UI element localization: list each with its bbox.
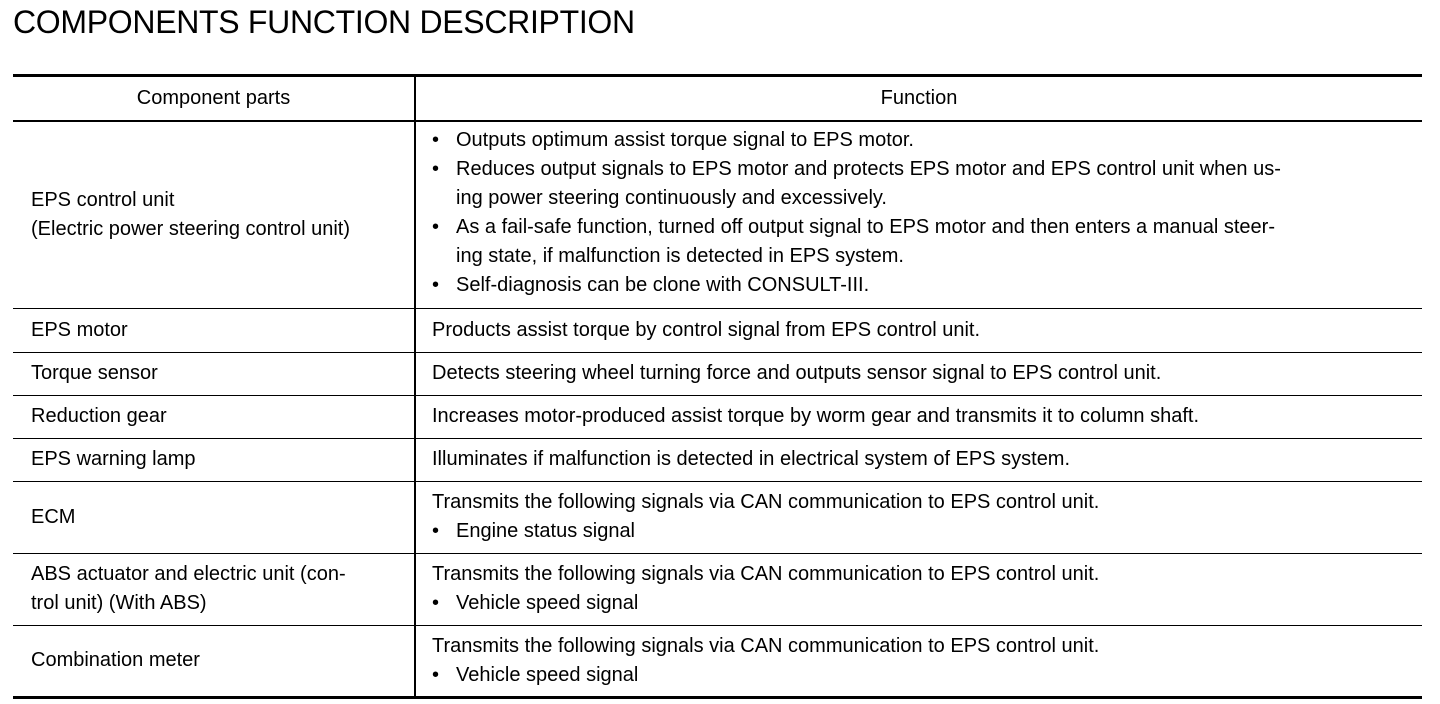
table-row — [13, 395, 1422, 438]
component-part-cell — [13, 352, 415, 395]
bullet-text-line: As a fail-safe function, turned off output signal to EPS motor and then enters a manual steer- — [456, 216, 1275, 239]
bullet-item — [432, 589, 1414, 618]
component-part-cell — [13, 625, 415, 697]
function-cell — [415, 481, 1422, 553]
bullet-item — [432, 213, 1414, 271]
component-part-cell — [13, 395, 415, 438]
component-part-text: Reduction gear — [31, 405, 167, 427]
function-cell — [415, 553, 1422, 625]
bullet-text — [456, 661, 1414, 690]
component-part-text: EPS motor — [31, 318, 128, 341]
function-text: Increases motor-produced assist torque by worm gear and transmits it to column shaft. — [432, 405, 1200, 427]
bullet-text — [456, 517, 1414, 546]
bullet-icon: • — [432, 663, 440, 686]
function-text: Products assist torque by control signal from EPS control unit. — [432, 318, 981, 341]
component-part-text: trol unit) (With ABS) — [31, 592, 207, 614]
bullet-text-line: ing state, if malfunction is detected in EPS system. — [456, 245, 904, 268]
bullet-text — [456, 589, 1414, 618]
function-text: Transmits the following signals via CAN communication to EPS control unit. — [432, 634, 1100, 657]
function-text: Transmits the following signals via CAN communication to EPS control unit. — [432, 563, 1100, 585]
function-cell — [415, 438, 1422, 481]
bullet-text-line: Reduces output signals to EPS motor and protects EPS motor and EPS control unit when us- — [456, 158, 1281, 181]
function-cell — [415, 121, 1422, 308]
bullet-text-line: Vehicle speed signal — [456, 592, 639, 614]
bullet-item — [432, 155, 1414, 213]
bullet-icon: • — [432, 274, 440, 297]
table-row — [13, 438, 1422, 481]
table-body — [13, 121, 1422, 697]
bullet-text-line: Self-diagnosis can be clone with CONSULT-III. — [456, 274, 870, 297]
bullet-text — [456, 213, 1414, 271]
bullet-icon: • — [432, 520, 440, 542]
bullet-icon: • — [432, 158, 440, 181]
bullet-text — [456, 126, 1414, 155]
bullet-text-line: Vehicle speed signal — [456, 663, 639, 686]
header-component-parts: Component parts — [13, 76, 415, 122]
function-cell — [415, 625, 1422, 697]
header-function: Function — [415, 76, 1422, 122]
table-header-row — [13, 76, 1422, 122]
table-row — [13, 553, 1422, 625]
component-part-cell — [13, 438, 415, 481]
function-text: Transmits the following signals via CAN communication to EPS control unit. — [432, 491, 1100, 513]
function-text: Detects steering wheel turning force and outputs sensor signal to EPS control unit. — [432, 362, 1162, 384]
bullet-text-line: Outputs optimum assist torque signal to EPS motor. — [456, 129, 914, 152]
component-part-cell — [13, 553, 415, 625]
component-part-text: (Electric power steering control unit) — [31, 217, 351, 240]
components-table — [13, 74, 1422, 699]
bullet-text-line: ing power steering continuously and excessively. — [456, 187, 887, 210]
table-row — [13, 352, 1422, 395]
bullet-item — [432, 271, 1414, 300]
bullet-item — [432, 126, 1414, 155]
component-part-cell — [13, 308, 415, 352]
bullet-text-line: Engine status signal — [456, 520, 636, 542]
component-part-text: Combination meter — [31, 649, 200, 671]
component-part-cell — [13, 121, 415, 308]
bullet-text — [456, 271, 1414, 300]
component-part-text: Torque sensor — [31, 362, 158, 384]
table-row — [13, 481, 1422, 553]
bullet-icon: • — [432, 129, 440, 152]
component-part-cell — [13, 481, 415, 553]
bullet-text — [456, 155, 1414, 213]
component-part-text: EPS control unit — [31, 188, 175, 211]
bullet-item — [432, 517, 1414, 546]
component-part-text: ECM — [31, 505, 76, 528]
function-cell — [415, 395, 1422, 438]
page-title: COMPONENTS FUNCTION DESCRIPTION — [13, 4, 635, 40]
bullet-icon: • — [432, 592, 440, 614]
table-row — [13, 121, 1422, 308]
table-row — [13, 308, 1422, 352]
function-text: Illuminates if malfunction is detected in electrical system of EPS system. — [432, 448, 1071, 470]
table-row — [13, 625, 1422, 697]
bullet-icon: • — [432, 216, 440, 239]
component-part-text: ABS actuator and electric unit (con- — [31, 563, 346, 585]
function-cell — [415, 352, 1422, 395]
function-cell — [415, 308, 1422, 352]
component-part-text: EPS warning lamp — [31, 448, 196, 470]
bullet-item — [432, 661, 1414, 690]
